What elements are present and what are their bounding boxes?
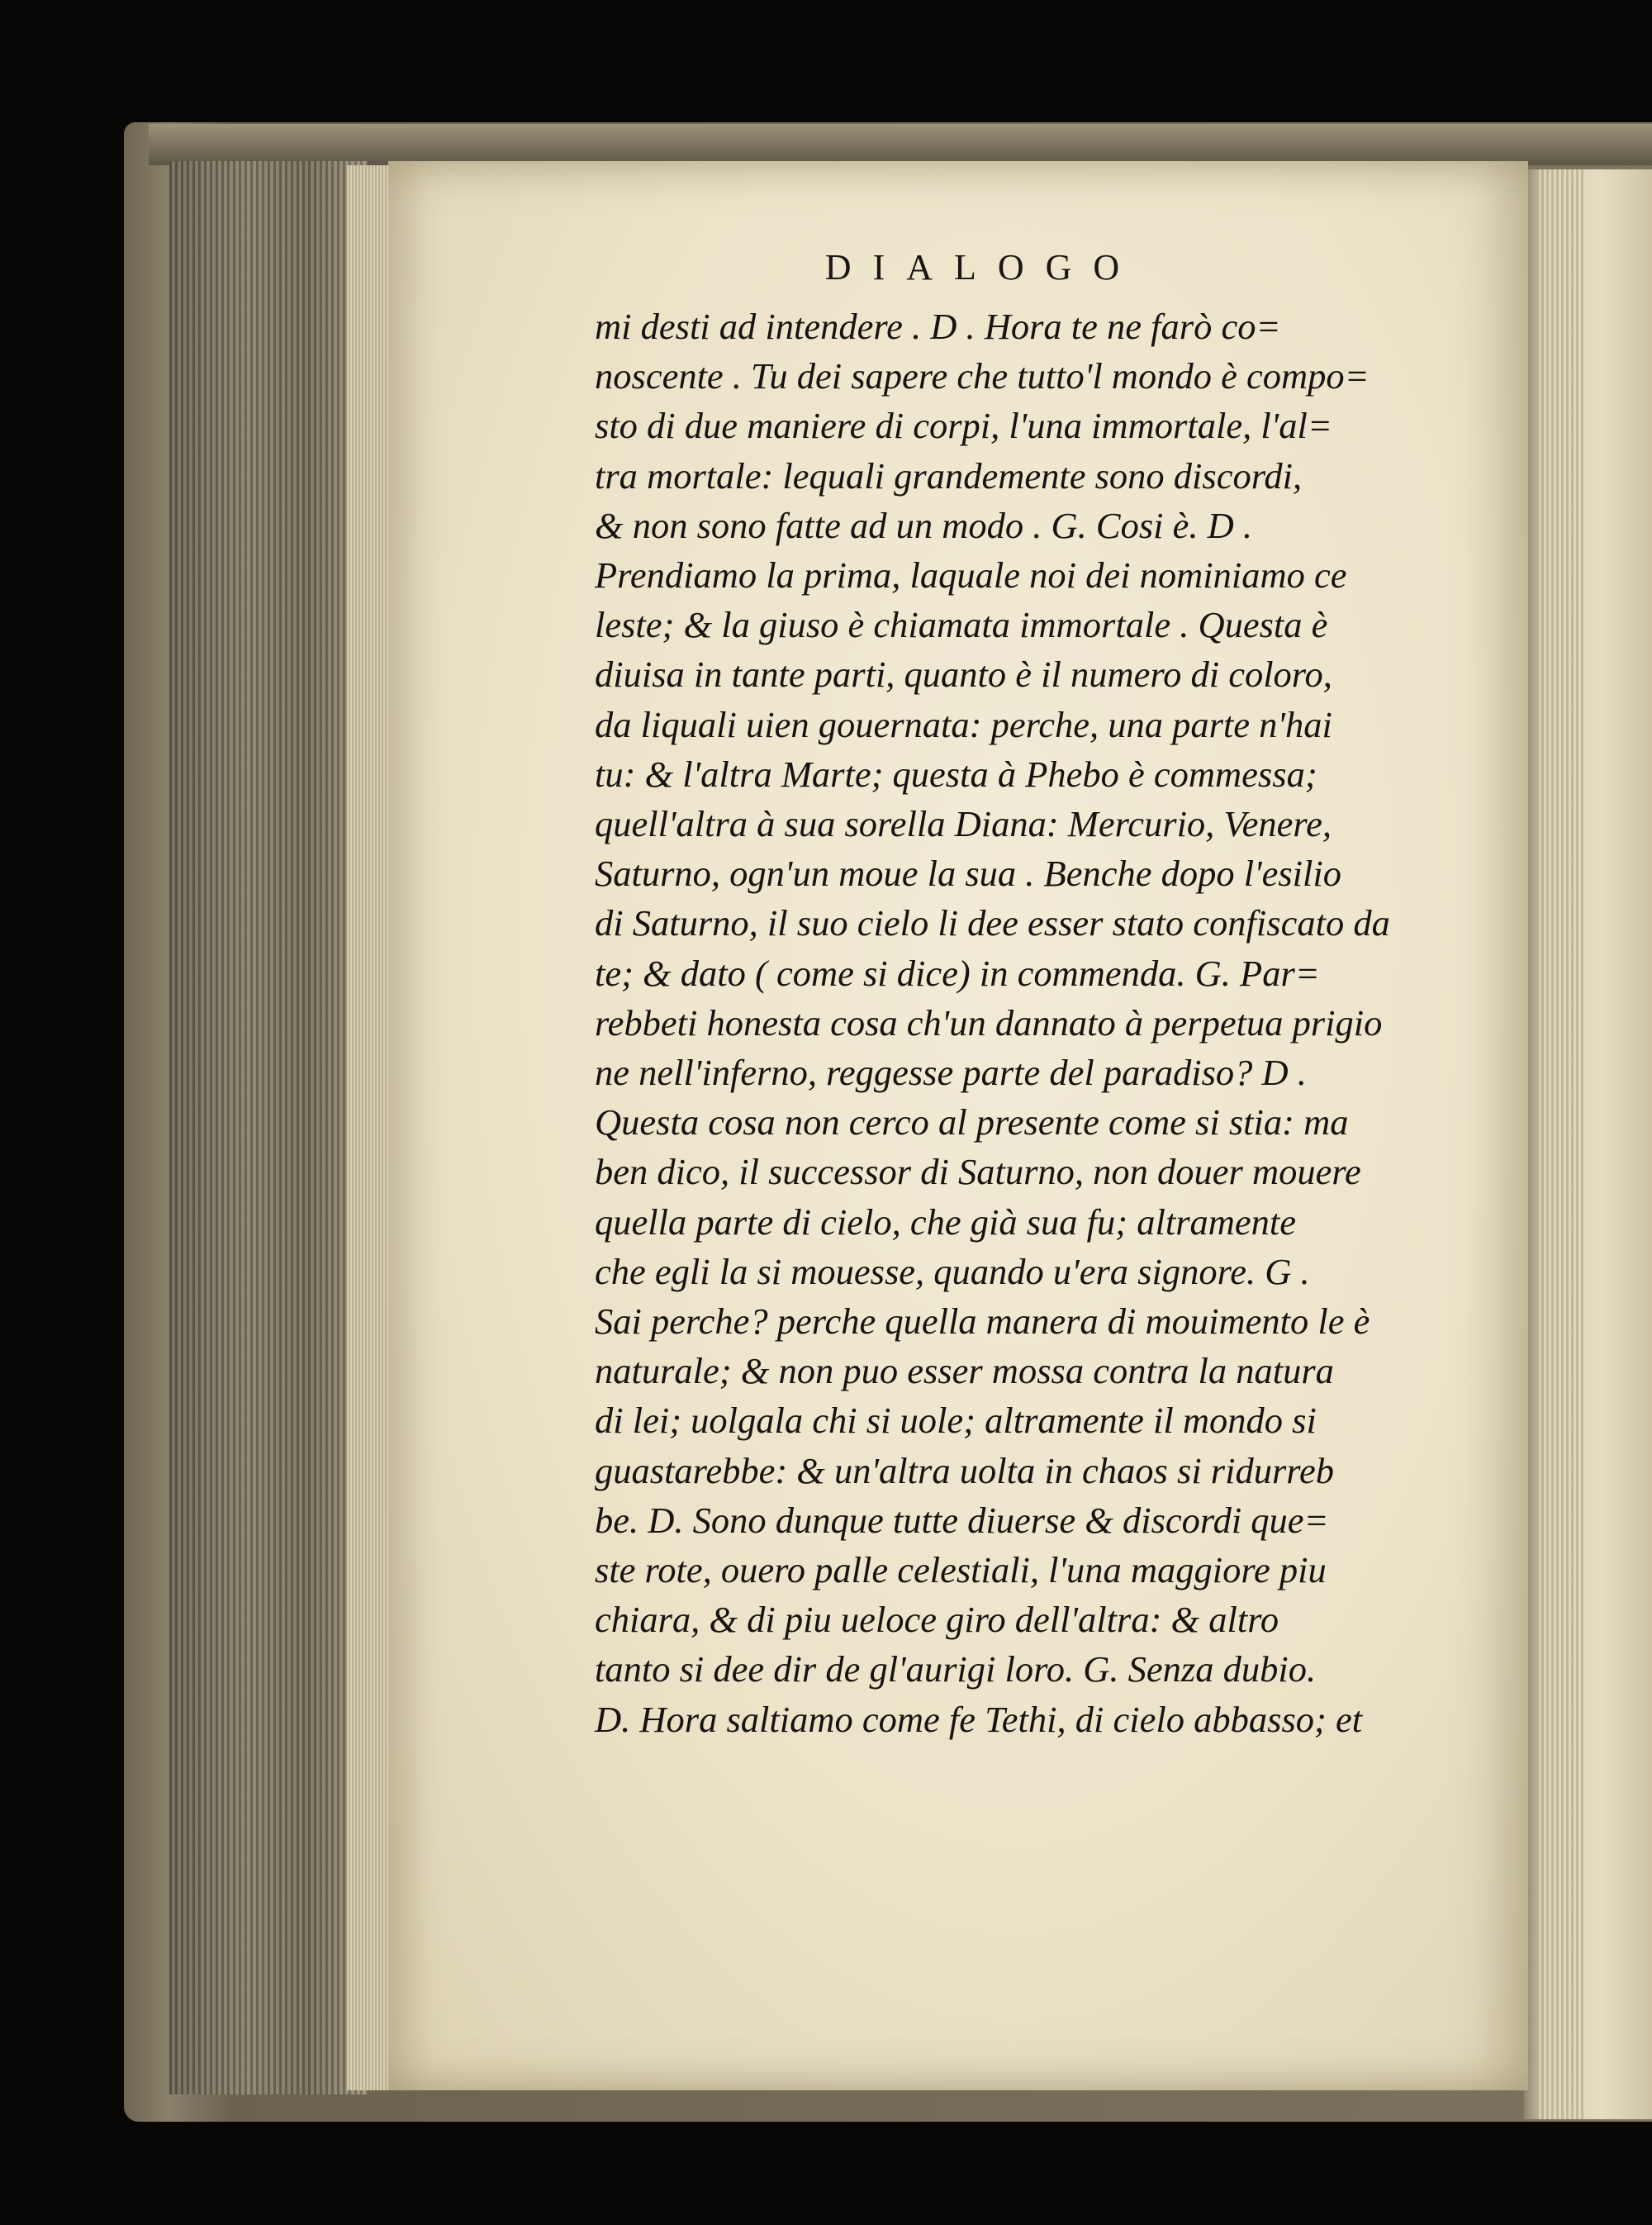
text-line: & non sono fatte ad un modo . G. Cosi è. D . <box>595 504 1253 546</box>
text-line: diuisa in tante parti, quanto è il numero di coloro, <box>595 654 1332 696</box>
text-line: sto di due maniere di corpi, l'una immortale, l'al= <box>595 405 1332 447</box>
fore-edge <box>169 161 368 2094</box>
text-line: naturale; & non puo esser mossa contra la natura <box>595 1350 1334 1392</box>
text-line: guastarebbe: & un'altra uolta in chaos si ridurreb <box>595 1449 1334 1491</box>
text-line: tanto si dee dir de gl'aurigi loro. G. Senza dubio. <box>595 1648 1317 1690</box>
text-line: D. Hora saltiamo come fe Tethi, di cielo abbasso; et <box>595 1698 1363 1740</box>
book-cover-top <box>149 124 1652 165</box>
text-line: ben dico, il successor di Saturno, non douer mouere <box>595 1151 1361 1193</box>
text-line: di Saturno, il suo cielo li dee esser stato confiscato da <box>595 902 1390 944</box>
text-line: Saturno, ogn'un moue la sua . Benche dopo l'esilio <box>595 853 1341 895</box>
text-line: tu: & l'altra Marte; questa à Phebo è commessa; <box>595 753 1317 795</box>
text-line: rebbeti honesta cosa ch'un dannato à perpetua prigio <box>595 1001 1383 1044</box>
text-line: da liquali uien gouernata: perche, una parte n'hai <box>595 703 1332 745</box>
text-line: quella parte di cielo, che già sua fu; altramente <box>595 1200 1297 1243</box>
text-line: te; & dato ( come si dice) in commenda. G. Par= <box>595 952 1320 994</box>
text-line: Questa cosa non cerco al presente come si stia: ma <box>595 1101 1349 1143</box>
text-line: di lei; uolgala chi si uole; altramente il mondo si <box>595 1400 1317 1442</box>
page-text <box>595 302 1446 1744</box>
text-line: noscente . Tu dei sapere che tutto'l mondo è compo= <box>595 355 1370 397</box>
facing-page-edge <box>1536 169 1586 2119</box>
text-line: mi desti ad intendere . D . Hora te ne farò co= <box>595 306 1281 347</box>
text-line: ne nell'inferno, reggesse parte del paradiso? D . <box>595 1052 1307 1094</box>
text-line: che egli la si mouesse, quando u'era signore. G . <box>595 1250 1310 1292</box>
text-line: leste; & la giuso è chiamata immortale . Questa è <box>595 604 1328 646</box>
text-line: quell'altra à sua sorella Diana: Mercurio, Venere, <box>595 803 1332 845</box>
text-line: tra mortale: lequali grandemente sono discordi, <box>595 454 1303 497</box>
text-line: Prendiamo la prima, laquale noi dei nominiamo ce <box>595 554 1347 597</box>
text-line: be. D. Sono dunque tutte diuerse & discordi que= <box>595 1499 1329 1541</box>
text-line: ste rote, ouero palle celestiali, l'una maggiore piu <box>595 1549 1327 1591</box>
text-line: chiara, & di piu ueloce giro dell'altra: & altro <box>595 1599 1279 1641</box>
text-line: Sai perche? perche quella manera di mouimento le è <box>595 1300 1370 1343</box>
running-head: DIALOGO <box>824 247 1142 288</box>
